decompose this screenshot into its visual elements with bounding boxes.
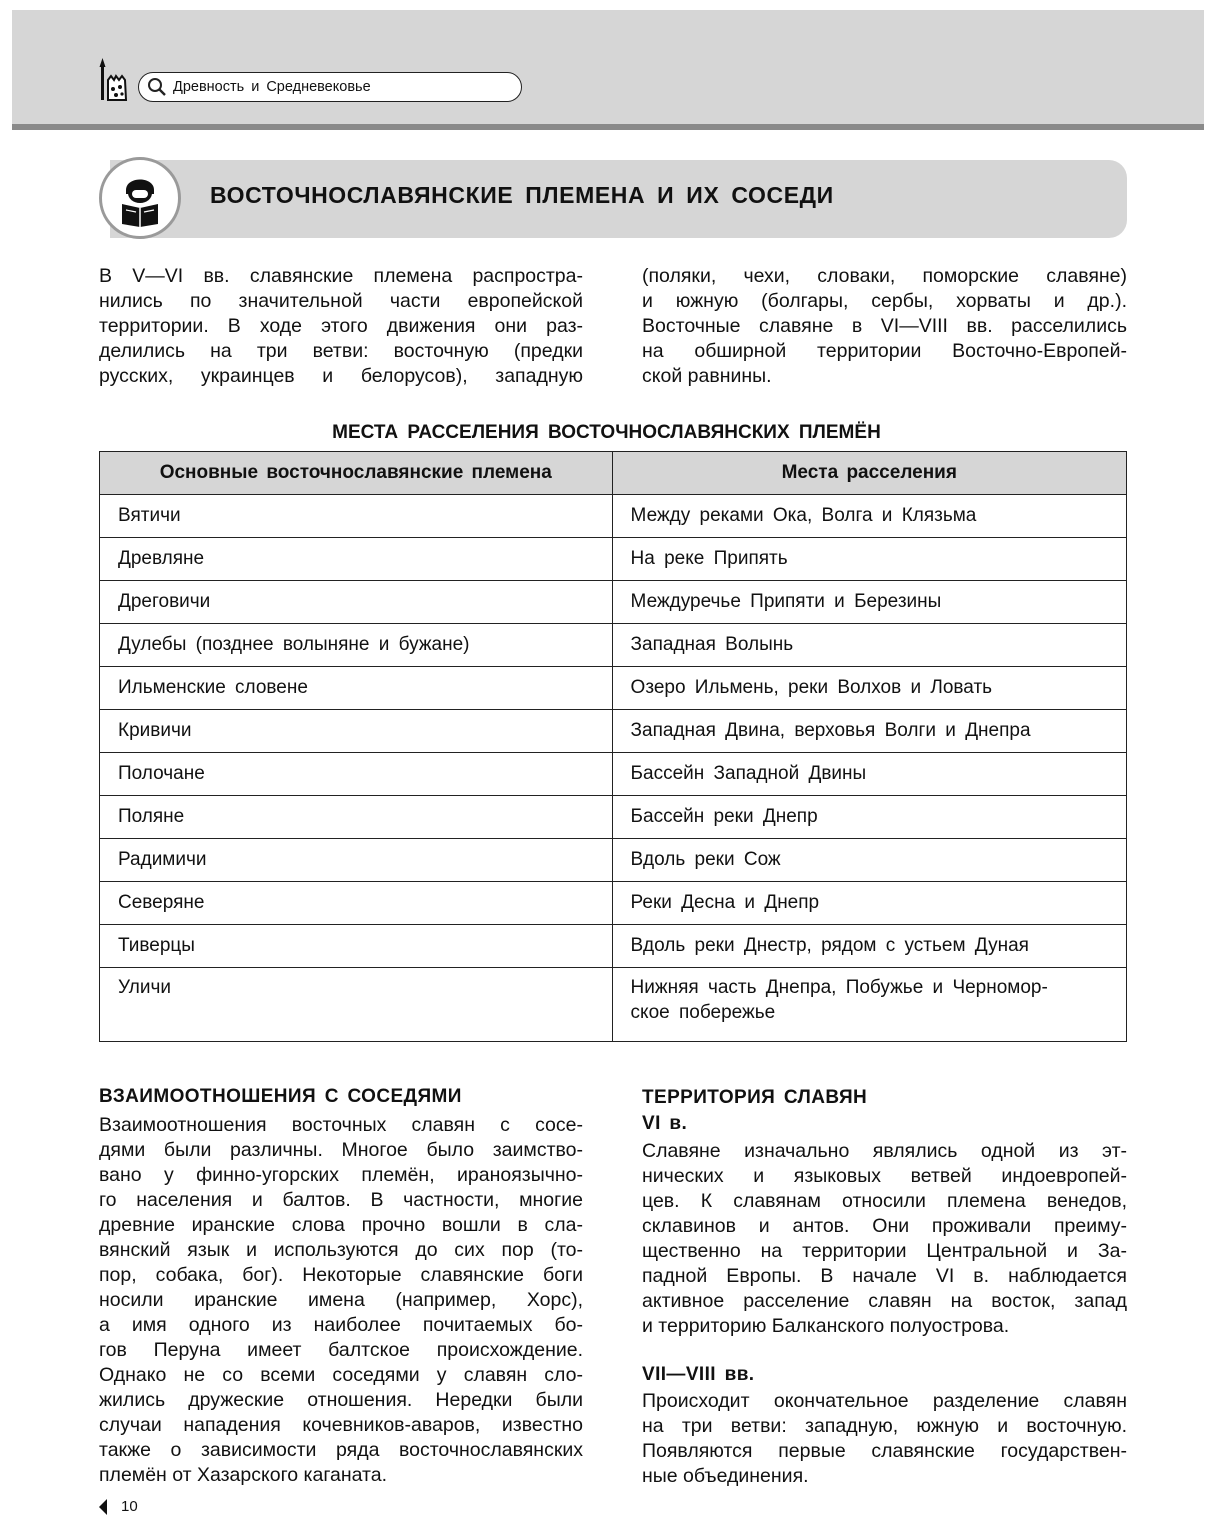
- place-line: ское побережье: [630, 1002, 776, 1023]
- header-places: Места расселения: [612, 452, 1126, 495]
- territory-line: на три ветви: западную, южную и восточную.: [642, 1415, 1127, 1437]
- relations-line: гов Перуна имеет балтское происхождение.: [99, 1339, 583, 1361]
- table-row: [100, 796, 1127, 839]
- intro-right-line: (поляки, чехи, словаки, поморские славяне): [642, 265, 1127, 287]
- tribe-cell: Кривичи: [100, 710, 613, 753]
- territory-text-1: [642, 1139, 1127, 1339]
- tribe-cell: Дулебы (позднее волыняне и бужане): [100, 624, 613, 667]
- tribes-table: [99, 451, 1127, 1042]
- relations-text: [99, 1113, 583, 1488]
- intro-left-column: [99, 264, 583, 389]
- territory-line: Появляются первые славянские государствен-: [642, 1440, 1127, 1462]
- table-row: [100, 925, 1127, 968]
- header-tribes: Основные восточнославянские племена: [100, 452, 613, 495]
- tribe-cell: Северяне: [100, 882, 613, 925]
- reader-badge: [99, 157, 181, 239]
- tribe-cell: Древляне: [100, 538, 613, 581]
- territory-heading: ТЕРРИТОРИЯ СЛАВЯН: [642, 1087, 868, 1108]
- relations-line: дями были различны. Многое было заимство-: [99, 1139, 583, 1161]
- relations-line: а имя одного из наиболее почитаемых бо-: [99, 1314, 583, 1336]
- table-row: [100, 624, 1127, 667]
- page-arrow-icon: [99, 1499, 107, 1515]
- territory-sub-vii-viii: VII—VIII вв.: [642, 1364, 755, 1385]
- table-row: [100, 882, 1127, 925]
- table-row: [100, 968, 1127, 1042]
- place-cell: Реки Десна и Днепр: [612, 882, 1126, 925]
- intro-left-line: В V—VI вв. славянские племена распростра-: [99, 265, 583, 287]
- place-cell: Бассейн Западной Двины: [612, 753, 1126, 796]
- tribe-cell: Дреговичи: [100, 581, 613, 624]
- relations-line: го населения и балтов. В частности, многие: [99, 1189, 583, 1211]
- place-cell: Междуречье Припяти и Березины: [612, 581, 1126, 624]
- table-row: [100, 538, 1127, 581]
- place-line: Нижняя часть Днепра, Побужье и Черномор-: [630, 977, 1048, 998]
- tribe-cell: Тиверцы: [100, 925, 613, 968]
- place-cell: Озеро Ильмень, реки Волхов и Ловать: [612, 667, 1126, 710]
- relations-line: Взаимоотношения восточных славян с сосе-: [99, 1114, 583, 1136]
- relations-line: также о зависимости ряда восточнославянских: [99, 1439, 583, 1461]
- page-number-text: 10: [121, 1498, 138, 1515]
- table-header-row: [100, 452, 1127, 495]
- relations-line: случаи нападения кочевников-аваров, известно: [99, 1414, 583, 1436]
- territory-line: ные объединения.: [642, 1465, 809, 1487]
- place-cell: Западная Волынь: [612, 624, 1126, 667]
- relations-line: племён от Хазарского каганата.: [99, 1464, 388, 1486]
- relations-line: Однако не со всеми соседями у славян сло-: [99, 1364, 583, 1386]
- table-row: [100, 667, 1127, 710]
- intro-right-column: [642, 264, 1127, 389]
- relations-line: жились дружеские отношения. Нередки были: [99, 1389, 583, 1411]
- tribe-cell: Ильменские словене: [100, 667, 613, 710]
- territory-line: падной Европы. В начале VI в. наблюдается: [642, 1265, 1127, 1287]
- intro-left-line: территории. В ходе этого движения они раз-: [99, 315, 583, 337]
- territory-line: щественно на территории Центральной и За-: [642, 1240, 1127, 1262]
- reading-person-icon: [102, 160, 178, 236]
- place-cell: На реке Припять: [612, 538, 1126, 581]
- table-row: [100, 710, 1127, 753]
- relations-line: вано у финно-угорских племён, ираноязычно-: [99, 1164, 583, 1186]
- tribe-cell: Радимичи: [100, 839, 613, 882]
- place-cell: Западная Двина, верховья Волги и Днепра: [612, 710, 1126, 753]
- place-cell: [612, 968, 1126, 1042]
- tribe-cell: Вятичи: [100, 495, 613, 538]
- table-row: [100, 753, 1127, 796]
- place-cell: Бассейн реки Днепр: [612, 796, 1126, 839]
- territory-text-2: [642, 1389, 1127, 1489]
- relations-line: вянский язык и используются до сих пор (то-: [99, 1239, 583, 1261]
- top-header-band: [12, 10, 1204, 124]
- table-row: [100, 581, 1127, 624]
- intro-left-line: делились на три ветви: восточную (предки: [99, 340, 583, 362]
- page-number: [99, 1498, 138, 1515]
- tribe-cell: Поляне: [100, 796, 613, 839]
- table-row: [100, 495, 1127, 538]
- territory-line: нических и языковых ветвей индоевропей-: [642, 1165, 1127, 1187]
- relations-line: носили иранские имена (например, Хорс),: [99, 1289, 583, 1311]
- territory-line: активное расселение славян на восток, запад: [642, 1290, 1127, 1312]
- tribe-cell: Уличи: [100, 968, 613, 1042]
- intro-right-line: ской равнины.: [642, 365, 772, 387]
- place-cell: Между реками Ока, Волга и Клязьма: [612, 495, 1126, 538]
- tribe-cell: Полочане: [100, 753, 613, 796]
- section-title: ВОСТОЧНОСЛАВЯНСКИЕ ПЛЕМЕНА И ИХ СОСЕДИ: [210, 182, 834, 208]
- relations-line: пор, собака, бог). Некоторые славянские боги: [99, 1264, 583, 1286]
- relations-line: древние иранские слова прочно вошли в сла-: [99, 1214, 583, 1236]
- territory-line: Происходит окончательное разделение славян: [642, 1390, 1127, 1412]
- intro-right-line: Восточные славяне в VI—VIII вв. расселились: [642, 315, 1127, 337]
- place-cell: Вдоль реки Сож: [612, 839, 1126, 882]
- relations-heading: ВЗАИМООТНОШЕНИЯ С СОСЕДЯМИ: [99, 1086, 462, 1107]
- table-title: МЕСТА РАССЕЛЕНИЯ ВОСТОЧНОСЛАВЯНСКИХ ПЛЕМЁН: [332, 422, 881, 443]
- intro-right-line: на обширной территории Восточно-Европей-: [642, 340, 1127, 362]
- territory-sub-vi: VI в.: [642, 1113, 688, 1134]
- territory-line: Славяне изначально являлись одной из эт-: [642, 1140, 1127, 1162]
- intro-right-line: и южную (болгары, сербы, хорваты и др.).: [642, 290, 1127, 312]
- intro-left-line: русских, украинцев и белорусов), западную: [99, 365, 583, 387]
- territory-line: цев. К славянам относили племена венедов,: [642, 1190, 1127, 1212]
- search-bar[interactable]: [138, 72, 522, 102]
- history-logo-icon: [96, 58, 132, 104]
- territory-line: и территорию Балканского полуострова.: [642, 1315, 1010, 1337]
- intro-left-line: нились по значительной части европейской: [99, 290, 583, 312]
- search-icon: [147, 77, 167, 97]
- territory-line: склавинов и антов. Они проживали преиму-: [642, 1215, 1127, 1237]
- place-cell: Вдоль реки Днестр, рядом с устьем Дуная: [612, 925, 1126, 968]
- search-text: Древность и Средневековье: [173, 79, 371, 95]
- table-row: [100, 839, 1127, 882]
